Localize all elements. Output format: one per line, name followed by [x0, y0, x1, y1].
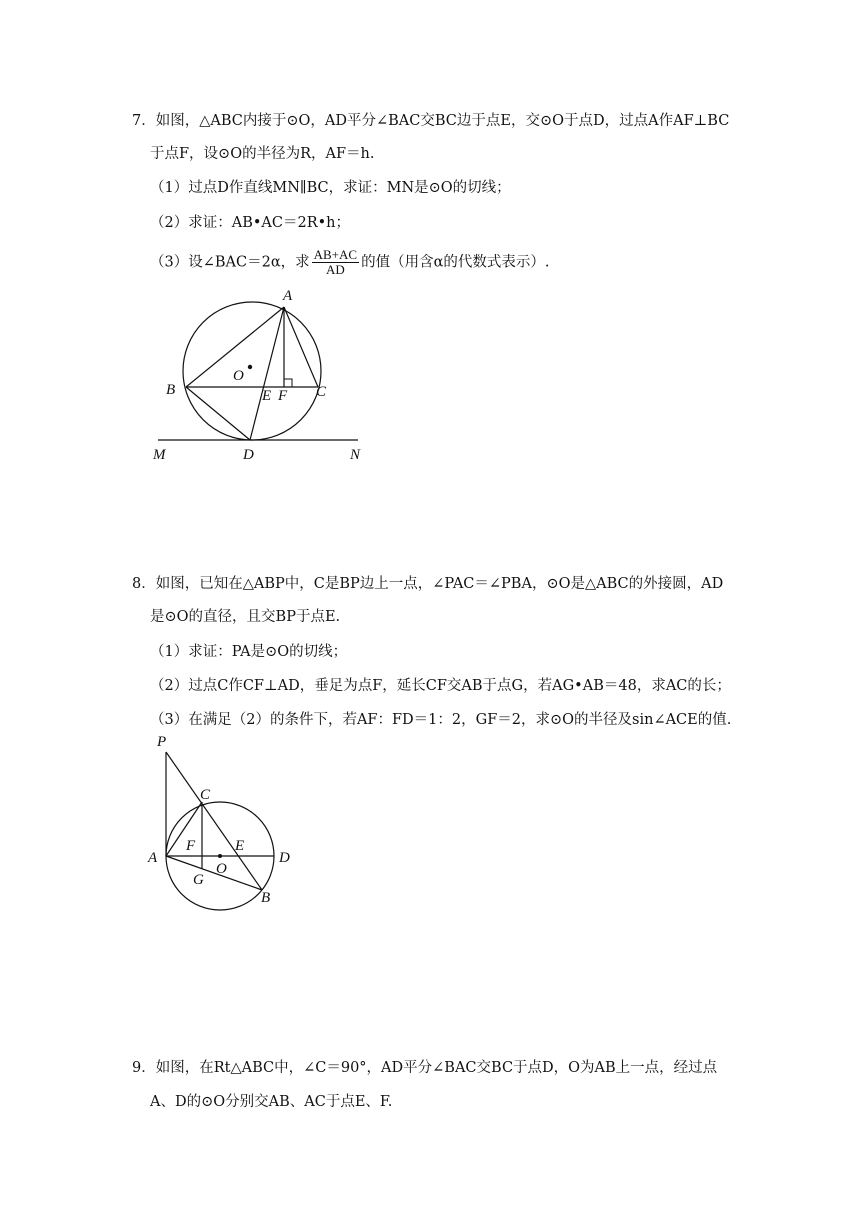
q7-label-a: A — [283, 288, 293, 304]
q7-fraction-numerator: AB+AC — [313, 247, 358, 262]
q8-line-1: 8．如图，已知在△ABP中，C是BP边上一点，∠PAC＝∠PBA，⊙O是△ABC的外接圆，AD — [132, 576, 724, 592]
q7-label-b: B — [166, 382, 176, 398]
q8-label-o: O — [216, 861, 227, 877]
q8-label-a: A — [148, 850, 158, 866]
q9-line-1: 9．如图，在Rt△ABC中，∠C＝90°，AD平分∠BAC交BC于点D，O为AB上一点，经过点 — [132, 1060, 718, 1076]
q8-part-3: （3）在满足（2）的条件下，若AF：FD＝1：2，GF＝2，求⊙O的半径及sin∠ACE的值. — [150, 712, 732, 728]
q7-circle — [183, 302, 321, 440]
q8-label-e: E — [235, 838, 245, 854]
q7-label-c: C — [316, 384, 327, 400]
q8-label-g: G — [193, 872, 204, 888]
q8-part-2: （2）过点C作CF⊥AD，垂足为点F，延长CF交AB于点G，若AG•AB＝48，求AC的长； — [150, 678, 731, 694]
q7-label-e: E — [262, 388, 272, 404]
q8-label-d: D — [279, 850, 290, 866]
q8-line-2: 是⊙O的直径，且交BP于点E. — [150, 609, 341, 625]
q8-label-f: F — [186, 838, 196, 854]
q7-center-dot — [248, 365, 252, 369]
q7-right-angle-mark — [284, 379, 292, 387]
q7-label-n: N — [350, 447, 361, 463]
q8-label-c: C — [200, 787, 211, 803]
q7-fraction-denominator: AD — [325, 262, 345, 277]
q7-segment-ad — [250, 307, 284, 440]
q9-line-2: A、D的⊙O分别交AB、AC于点E、F. — [150, 1094, 393, 1110]
q8-label-p: P — [157, 734, 167, 750]
q8-center-dot — [218, 854, 222, 858]
q7-part-3-suffix: 的值（用含α的代数式表示）. — [361, 254, 550, 271]
q8-segment-ac — [166, 802, 202, 856]
q8-part-1: （1）求证：PA是⊙O的切线； — [150, 644, 348, 660]
q7-label-m: M — [153, 447, 166, 463]
q7-label-f: F — [278, 388, 288, 404]
q8-segment-ab — [166, 856, 262, 890]
q7-part-3-prefix: （3）设∠BAC＝2α，求 — [150, 254, 310, 271]
q7-label-o: O — [233, 368, 244, 384]
q7-line-1: 7．如图，△ABC内接于⊙O，AD平分∠BAC交BC边于点E，交⊙O于点D，过点A作AF⊥BC — [132, 113, 730, 129]
q8-segment-pb — [166, 752, 262, 890]
q8-label-b: B — [261, 890, 271, 906]
q7-line-2: 于点F，设⊙O的半径为R，AF＝h. — [150, 146, 375, 162]
q7-segment-bd — [186, 387, 250, 440]
q7-part-2: （2）求证：AB•AC＝2R•h； — [150, 215, 351, 231]
q7-segment-ac — [284, 307, 318, 387]
q7-part-1: （1）过点D作直线MN∥BC，求证：MN是⊙O的切线； — [150, 180, 511, 196]
q7-label-d: D — [243, 447, 254, 463]
